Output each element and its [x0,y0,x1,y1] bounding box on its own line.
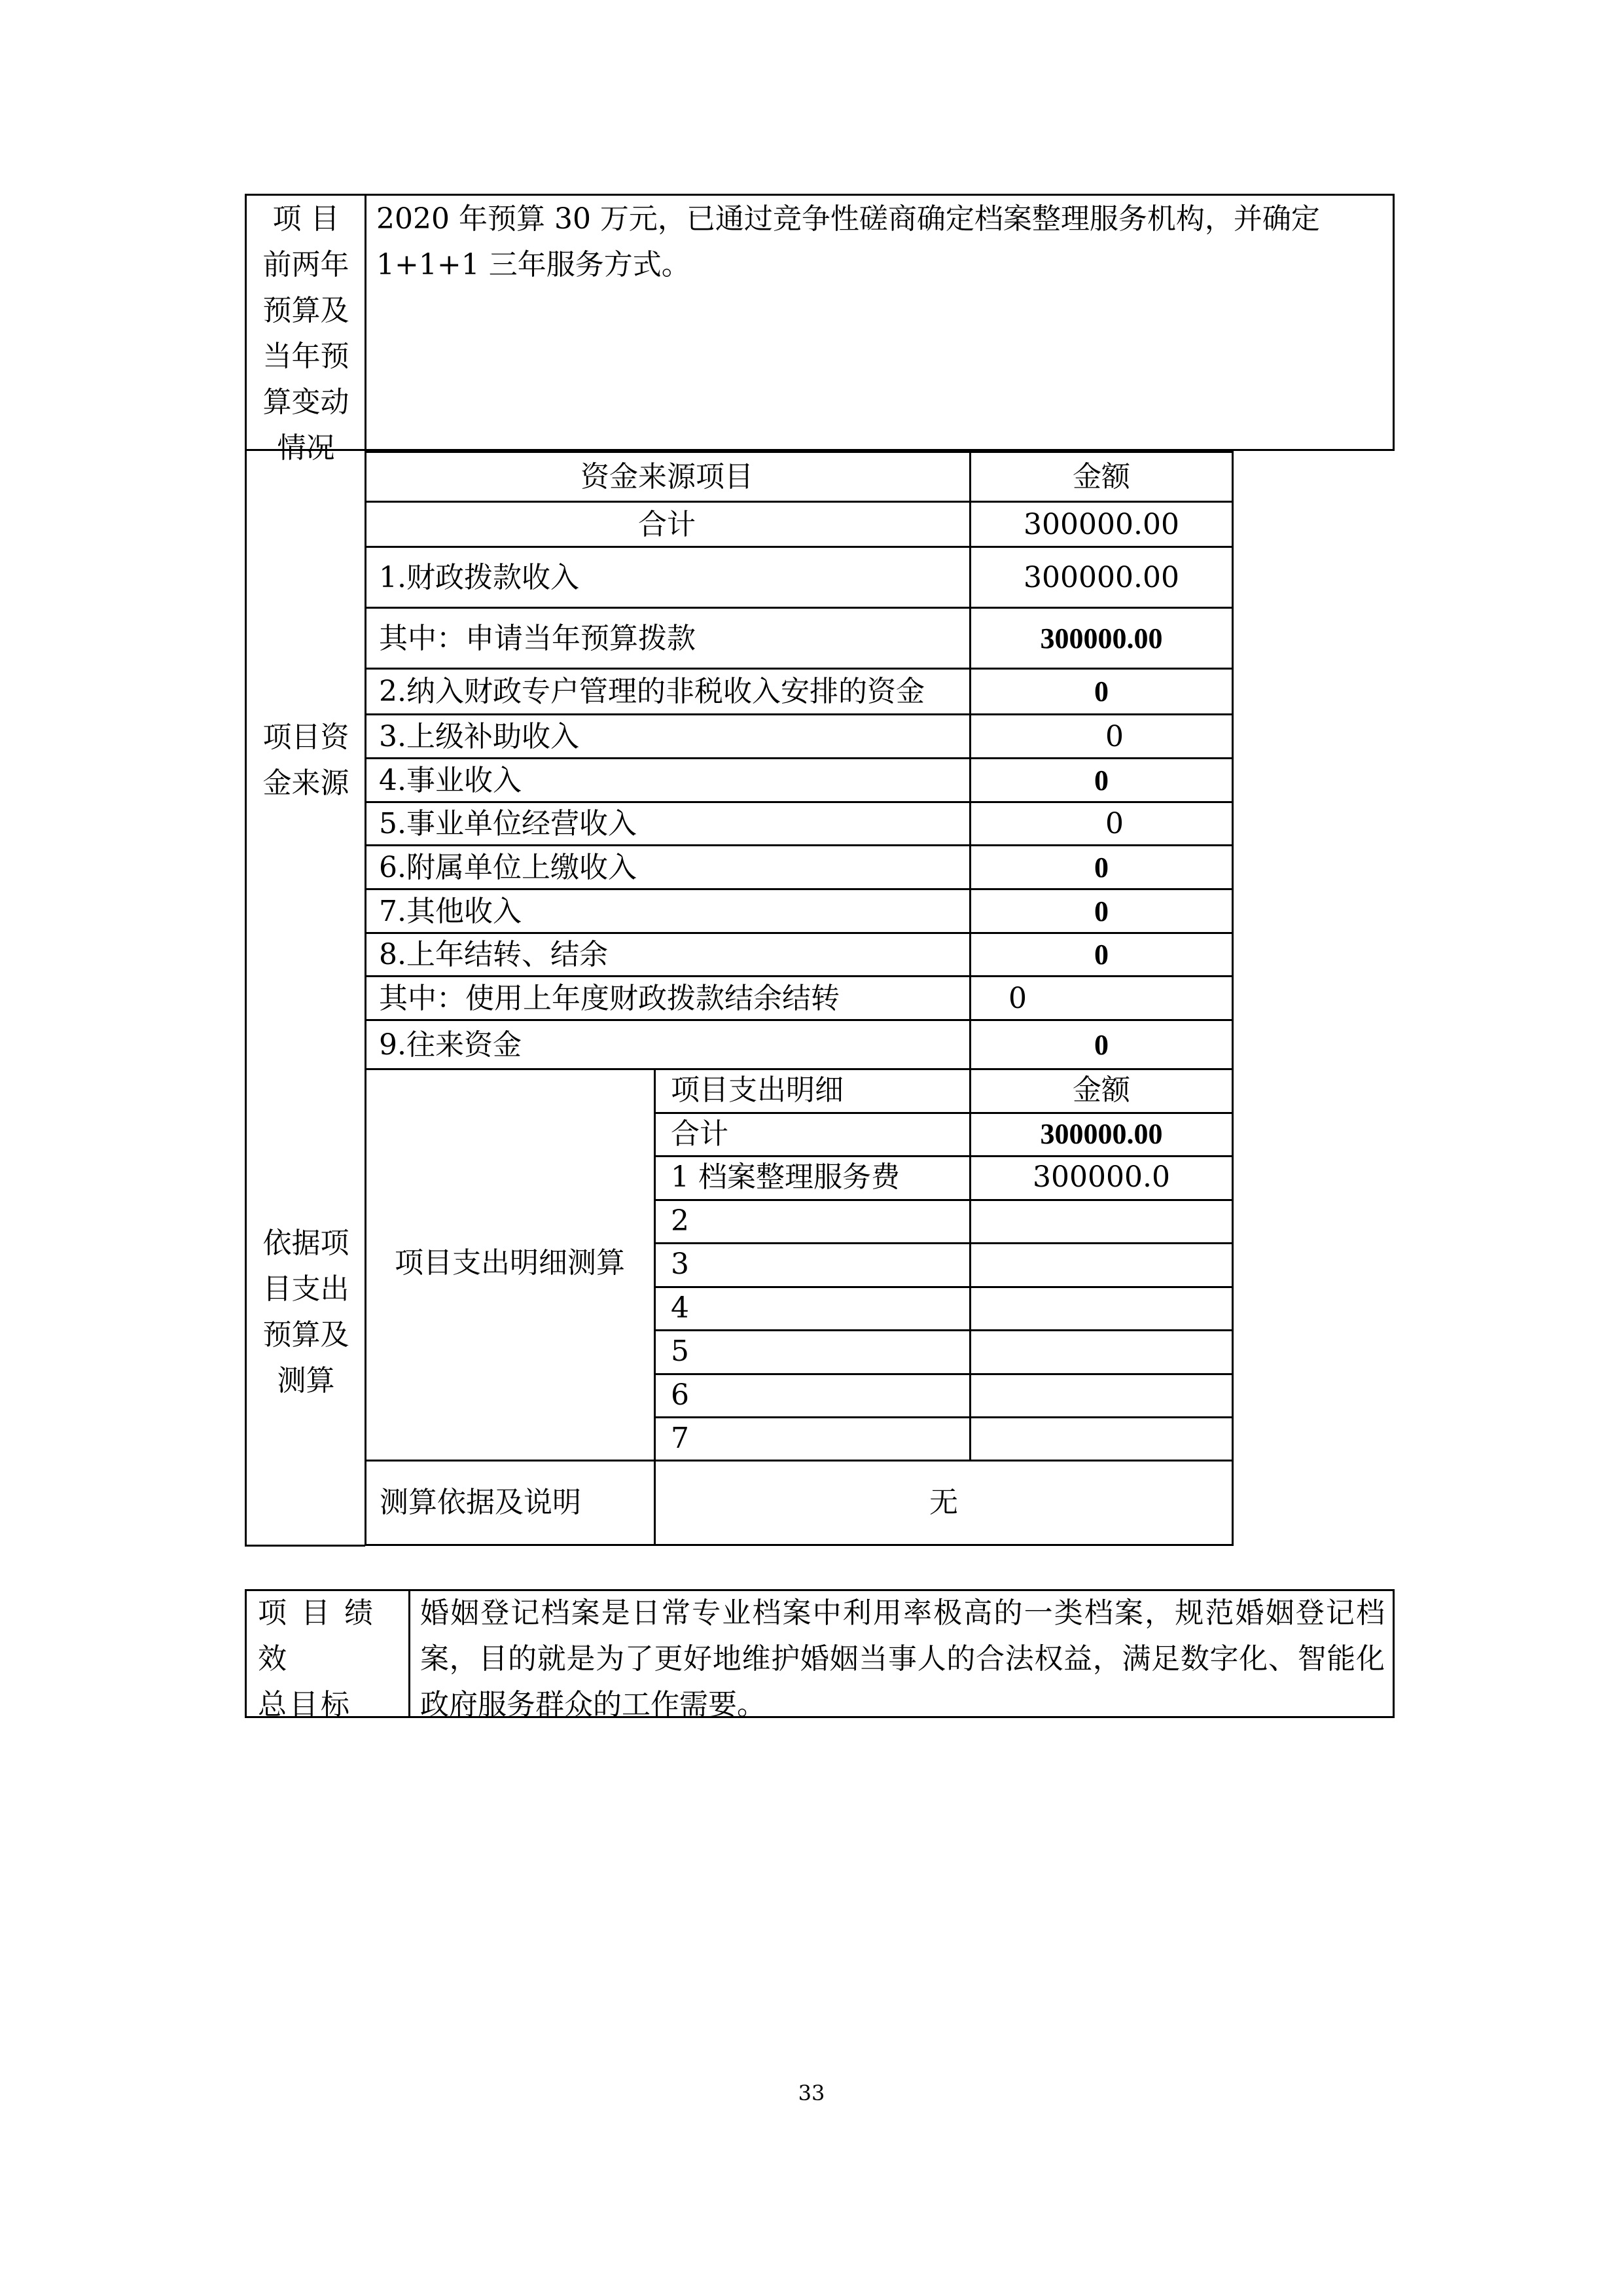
funding-row-amount: 300000.00 [1040,622,1163,655]
funding-row-amount: 0 [1094,764,1109,797]
exp-row-item: 合计 [671,1117,728,1151]
funding-row-amount: 0 [1008,981,1027,1015]
funding-row-amount: 300000.00 [1024,560,1179,594]
funding-row-item: 8.上年结转、结余 [379,938,608,971]
exp-row-line [654,1329,1234,1331]
funding-row-item: 合计 [638,507,696,541]
funding-label: 项目资 金来源 [262,721,349,800]
exp-basis-value: 无 [929,1486,958,1519]
funding-header-amount: 金额 [1073,460,1130,493]
exp-row-line [654,1199,1234,1201]
exp-row-amount: 300000.00 [1040,1118,1163,1150]
exp-row-line [654,1242,1234,1244]
exp-row-item: 3 [671,1247,689,1281]
funding-row-item: 4.事业收入 [379,763,522,797]
funding-row-amount: 0 [1094,851,1109,884]
exp-row-item: 5 [671,1335,689,1368]
funding-row-amount: 0 [1105,719,1124,753]
funding-row-amount: 300000.00 [1024,507,1179,541]
exp-sub-divider [654,1068,656,1546]
funding-row-item: 5.事业单位经营收入 [379,807,637,840]
exp-row-item: 4 [671,1291,689,1325]
funding-row-item: 2.纳入财政专户管理的非税收入安排的资金 [379,675,925,708]
performance-divider [408,1589,410,1718]
funding-row-amount: 0 [1105,807,1124,840]
funding-row-amount: 0 [1094,939,1109,971]
funding-row-item: 其中：使用上年度财政拨款结余结转 [379,981,840,1015]
exp-left-border [245,1068,247,1546]
prev-budget-divider [365,194,366,451]
funding-row-amount: 0 [1094,675,1109,708]
exp-sub-label: 项目支出明细测算 [395,1246,625,1280]
exp-bottom-border [245,1545,365,1547]
exp-header-item: 项目支出明细 [671,1073,844,1107]
exp-row-line [654,1286,1234,1288]
prev-budget-label: 项 目 前两年 预算及 当年预 算变动 情况 [262,202,349,465]
exp-header-amount: 金额 [1073,1073,1130,1107]
funding-row-item: 1.财政拨款收入 [379,560,579,594]
exp-row-amount: 300000.0 [1033,1160,1170,1194]
exp-basis-divider [365,1460,1234,1462]
funding-row-item: 6.附属单位上缴收入 [379,850,637,884]
funding-row-line [365,607,1234,609]
funding-row-item: 3.上级补助收入 [379,719,579,753]
page-number: 33 [798,2081,825,2106]
funding-row-line [365,668,1234,670]
funding-header-item: 资金来源项目 [580,460,753,493]
exp-row-item: 1 档案整理服务费 [671,1160,900,1194]
prev-budget-text: 2020 年预算 30 万元，已通过竞争性磋商确定档案整理服务机构，并确定 1+1+1 三年服务方式。 [376,202,1320,281]
funding-row-item: 7.其他收入 [379,894,522,928]
exp-row-item: 7 [671,1422,689,1455]
exp-row-item: 2 [671,1204,689,1238]
funding-row-item: 其中：申请当年预算拨款 [379,621,696,655]
funding-row-item: 9.往来资金 [379,1028,522,1062]
funding-left-border [245,451,247,1070]
exp-row-line [654,1373,1234,1375]
exp-row-item: 6 [671,1378,689,1412]
exp-basis-label: 测算依据及说明 [380,1486,581,1519]
performance-text: 婚姻登记档案是日常专业档案中利用率极高的一类档案，规范婚姻登记档案，目的就是为了更好地维护婚姻当事人的合法权益，满足数字化、智能化政府服务群众的工作需要。 [420,1596,1385,1721]
funding-row-amount: 0 [1094,1028,1109,1061]
funding-row-amount: 0 [1094,895,1109,927]
exp-row-line [654,1416,1234,1418]
performance-label: 项 目 绩 效 总目标 [258,1596,376,1721]
exp-label: 依据项 目支出 预算及 测算 [262,1227,349,1397]
